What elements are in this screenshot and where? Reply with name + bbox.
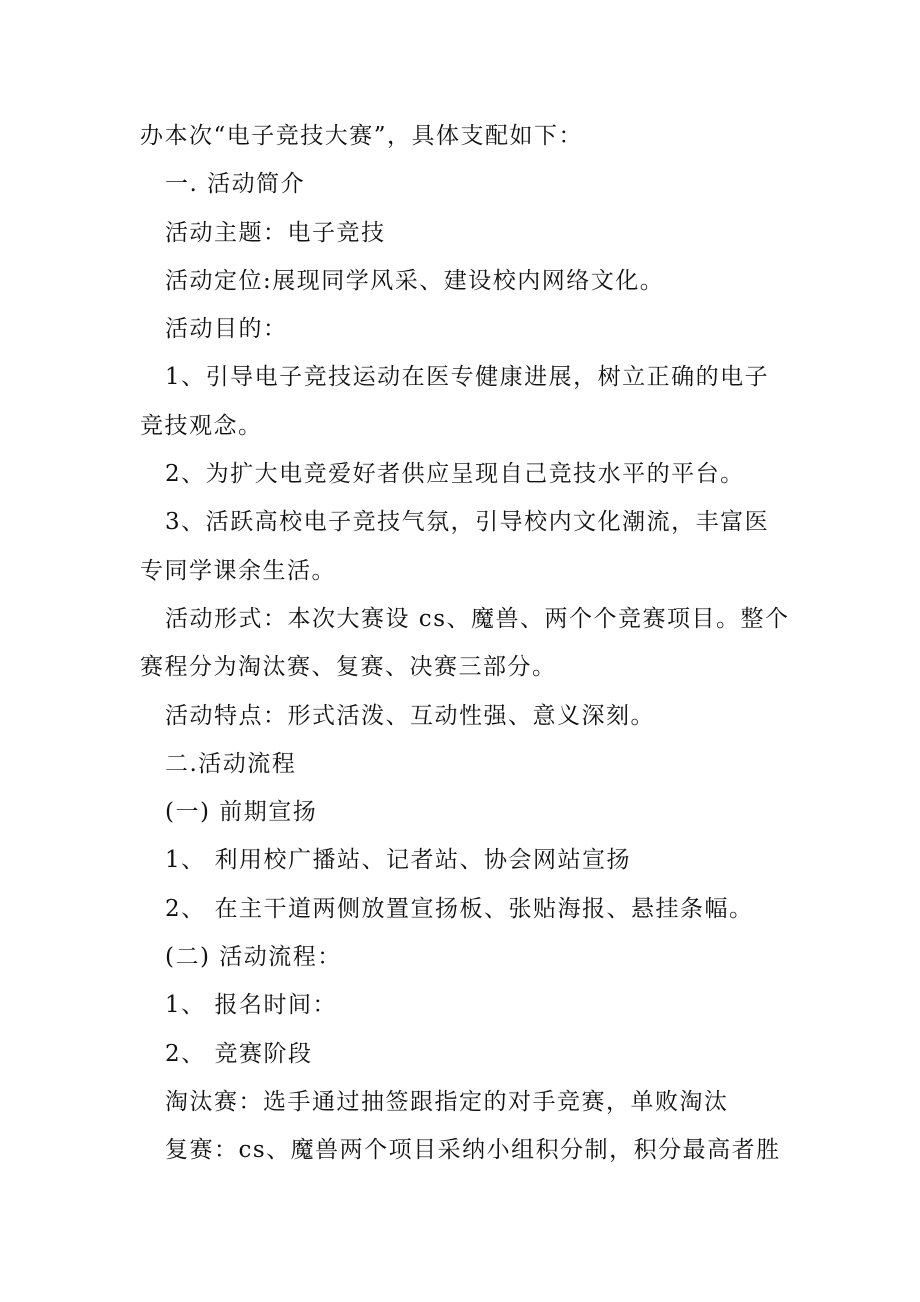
document-body <box>140 112 790 1175</box>
list-item-7: 2、 竞赛阶段 <box>165 1040 313 1067</box>
list-item-1: 1、引导电子竞技运动在医专健康进展，树立正确的电子 <box>165 364 770 391</box>
list-item-3-continued: 专同学课余生活。 <box>140 557 336 584</box>
text-line-21: 淘汰赛：选手通过抽签跟指定的对手竞赛，单败淘汰 <box>165 1088 729 1115</box>
list-item-3: 3、活跃高校电子竞技气氛，引导校内文化潮流，丰富医 <box>165 509 770 536</box>
list-item-2: 2、为扩大电竞爱好者供应呈现自己竞技水平的平台。 <box>165 461 745 488</box>
list-item-5: 2、 在主干道两侧放置宣扬板、张贴海报、悬挂条幅。 <box>165 895 754 922</box>
list-item-6: 1、 报名时间： <box>165 992 337 1019</box>
text-line-3: 活动主题：电子竞技 <box>165 219 386 246</box>
text-line-4: 活动定位:展现同学风采、建设校内网络文化。 <box>165 267 665 294</box>
text-line-13: 活动特点：形式活泼、互动性强、意义深刻。 <box>165 702 655 729</box>
text-line-22: 复赛：cs、魔兽两个项目采纳小组积分制，积分最高者胜 <box>165 1137 781 1164</box>
section-heading-2: 二.活动流程 <box>165 750 297 777</box>
text-line-12: 赛程分为淘汰赛、复赛、决赛三部分。 <box>140 654 557 681</box>
text-line-5: 活动目的： <box>165 316 288 343</box>
list-item-4: 1、 利用校广播站、记者站、协会网站宣扬 <box>165 847 631 874</box>
text-line-11: 活动形式：本次大赛设 cs、魔兽、两个个竞赛项目。整个 <box>165 605 790 632</box>
subsection-heading-2: (二) 活动流程： <box>165 944 342 971</box>
list-item-1-continued: 竞技观念。 <box>140 412 263 439</box>
text-line-1: 办本次“电子竞技大赛”，具体支配如下： <box>140 123 584 149</box>
section-heading-1: 一. 活动简介 <box>165 171 306 198</box>
subsection-heading-1: (一) 前期宣扬 <box>165 799 318 826</box>
